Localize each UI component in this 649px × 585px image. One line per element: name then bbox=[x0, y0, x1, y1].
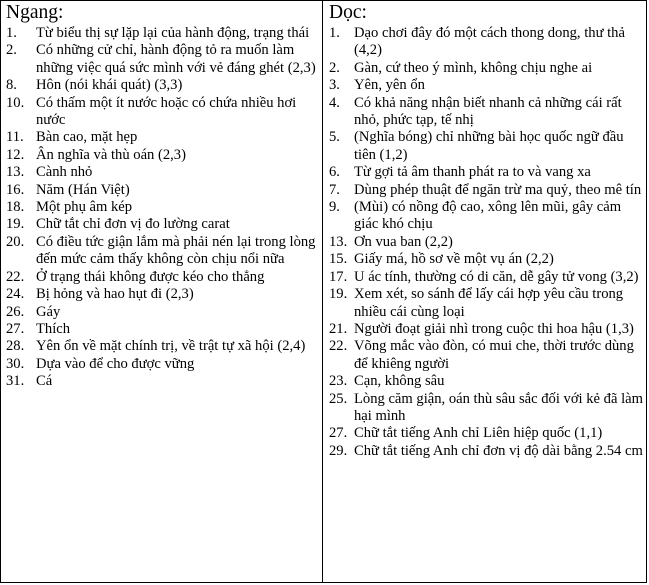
across-clue-number: 1. bbox=[6, 25, 17, 41]
down-clue-text: Ơn vua ban (2,2) bbox=[354, 233, 453, 250]
down-clue-item bbox=[329, 391, 645, 426]
down-clue-number: 5. bbox=[329, 129, 340, 146]
across-clue-number: 16. bbox=[6, 181, 25, 198]
down-clue-item bbox=[329, 182, 645, 199]
across-clue-number: 12. bbox=[6, 146, 25, 163]
across-clue-number: 30. bbox=[6, 355, 25, 372]
across-clue-item bbox=[6, 129, 318, 146]
down-heading: Dọc: bbox=[329, 2, 367, 23]
across-clue-text: Có thấm một ít nước hoặc có chứa nhiều hơi nước bbox=[36, 94, 297, 129]
across-clue-text: Ân nghĩa và thù oán (2,3) bbox=[36, 146, 186, 163]
down-clue-text: (Nghĩa bóng) chỉ những bài học quốc ngữ đầu tiên (1,2) bbox=[354, 129, 624, 163]
across-clue-number: 26. bbox=[6, 303, 25, 320]
down-clue-number: 6. bbox=[329, 164, 340, 181]
down-clue-number: 9. bbox=[329, 199, 340, 216]
across-clue-item bbox=[6, 234, 318, 269]
across-clue-item bbox=[6, 216, 318, 233]
across-clue-number: 2. bbox=[6, 42, 17, 59]
down-clue-number: 21. bbox=[329, 320, 348, 337]
down-clue-item bbox=[329, 338, 645, 373]
down-clue-text: (Mùi) có nồng độ cao, xông lên mũi, gây cảm giác khó chịu bbox=[354, 199, 622, 233]
across-clue-item bbox=[6, 164, 318, 181]
across-clue-item bbox=[6, 199, 318, 216]
down-clue-number: 25. bbox=[329, 390, 348, 407]
across-clue-item bbox=[6, 42, 318, 77]
across-clue-text: Gáy bbox=[36, 303, 61, 320]
down-clue-item bbox=[329, 251, 645, 268]
down-clue-number: 1. bbox=[329, 25, 340, 41]
down-clue-item bbox=[329, 443, 645, 460]
across-clue-list bbox=[6, 25, 318, 391]
down-clue-text: Cạn, không sâu bbox=[354, 373, 445, 390]
down-clue-item bbox=[329, 425, 645, 442]
down-clue-text: Xem xét, so sánh để lấy cái hợp yêu cầu trong nhiều cái cùng loại bbox=[354, 286, 624, 320]
down-clue-number: 15. bbox=[329, 251, 348, 268]
across-clue-item bbox=[6, 373, 318, 390]
across-clue-number: 31. bbox=[6, 373, 25, 390]
across-clue-number: 18. bbox=[6, 199, 25, 216]
down-clue-text: Gàn, cứ theo ý mình, không chịu nghe ai bbox=[354, 59, 593, 76]
across-clue-text: Bị hỏng và hao hụt đi (2,3) bbox=[36, 286, 194, 303]
across-clue-number: 11. bbox=[6, 129, 24, 146]
across-clue-text: Có những cử chỉ, hành động tỏ ra muốn làm những việc quá sức mình với vẻ đáng ghét (2,3) bbox=[36, 42, 316, 76]
down-clue-text: Võng mắc vào đòn, có mui che, thời trước dùng để khiêng người bbox=[354, 338, 634, 372]
down-clue-number: 19. bbox=[329, 286, 348, 303]
down-clue-item bbox=[329, 25, 645, 60]
across-clue-number: 27. bbox=[6, 320, 25, 337]
across-clue-text: Từ biểu thị sự lặp lại của hành động, trạng thái bbox=[36, 25, 310, 41]
across-clue-text: Có điều tức giận lắm mà phải nén lại trong lòng đến mức cảm thấy không còn chịu nổi nữa bbox=[36, 233, 316, 268]
down-clue-number: 23. bbox=[329, 373, 348, 390]
across-clue-item bbox=[6, 338, 318, 355]
down-clue-item bbox=[329, 60, 645, 77]
across-clue-text: Yên ổn về mặt chính trị, về trật tự xã hội (2,4) bbox=[36, 338, 306, 355]
down-clue-text: Lòng căm giận, oán thù sâu sắc đối với kẻ đã làm hại mình bbox=[354, 390, 643, 424]
column-divider bbox=[322, 0, 323, 583]
across-clue-text: Cành nhỏ bbox=[36, 164, 93, 181]
down-clue-number: 2. bbox=[329, 59, 340, 76]
down-clue-number: 13. bbox=[329, 233, 348, 250]
down-clue-number: 22. bbox=[329, 338, 348, 355]
down-clue-text: Người đoạt giải nhì trong cuộc thi hoa hậu (1,3) bbox=[354, 320, 634, 337]
across-clue-number: 22. bbox=[6, 268, 25, 285]
across-heading: Ngang: bbox=[6, 2, 64, 23]
down-clue-text: Chữ tắt tiếng Anh chỉ đơn vị độ dài bằng 2.54 cm bbox=[354, 442, 643, 459]
across-column bbox=[6, 2, 318, 391]
down-clue-text: Dạo chơi đây đó một cách thong dong, thư thả (4,2) bbox=[354, 25, 625, 59]
down-clue-text: Yên, yên ổn bbox=[354, 77, 425, 94]
down-clue-item bbox=[329, 286, 645, 321]
down-clue-item bbox=[329, 129, 645, 164]
down-clue-item bbox=[329, 234, 645, 251]
across-clue-item bbox=[6, 25, 318, 42]
across-clue-number: 24. bbox=[6, 286, 25, 303]
across-clue-text: Thích bbox=[36, 320, 71, 337]
down-clue-item bbox=[329, 321, 645, 338]
across-clue-text: Năm (Hán Việt) bbox=[36, 181, 130, 198]
across-clue-item bbox=[6, 321, 318, 338]
down-clue-text: Dùng phép thuật để ngăn trừ ma quỷ, theo mê tín bbox=[354, 181, 642, 198]
across-clue-text: Hôn (nói khái quát) (3,3) bbox=[36, 77, 183, 94]
down-clue-item bbox=[329, 199, 645, 234]
across-clue-item bbox=[6, 77, 318, 94]
down-clue-text: Giấy má, hồ sơ về một vụ án (2,2) bbox=[354, 251, 554, 268]
across-clue-item bbox=[6, 147, 318, 164]
down-clue-text: Có khả năng nhận biết nhanh cả những cái rất nhỏ, phức tạp, tế nhị bbox=[354, 94, 622, 129]
down-clue-number: 29. bbox=[329, 442, 348, 459]
across-clue-item bbox=[6, 269, 318, 286]
down-clue-item bbox=[329, 164, 645, 181]
down-clue-number: 4. bbox=[329, 94, 340, 111]
across-clue-text: Cá bbox=[36, 373, 53, 390]
down-clue-number: 3. bbox=[329, 77, 340, 94]
down-clue-item bbox=[329, 269, 645, 286]
across-clue-item bbox=[6, 304, 318, 321]
down-clue-item bbox=[329, 95, 645, 130]
across-clue-number: 10. bbox=[6, 94, 25, 111]
across-clue-number: 20. bbox=[6, 233, 25, 250]
down-clue-text: U ác tính, thường có di căn, dễ gây tử vong (3,2) bbox=[354, 268, 639, 285]
down-clue-number: 17. bbox=[329, 268, 348, 285]
across-clue-item bbox=[6, 356, 318, 373]
across-clue-text: Dựa vào để cho được vững bbox=[36, 355, 195, 372]
across-clue-text: Một phụ âm kép bbox=[36, 199, 133, 216]
down-clue-item bbox=[329, 373, 645, 390]
across-clue-item bbox=[6, 286, 318, 303]
down-column bbox=[329, 2, 645, 460]
across-clue-text: Chữ tắt chỉ đơn vị đo lường carat bbox=[36, 216, 230, 233]
across-clue-number: 28. bbox=[6, 338, 25, 355]
down-clue-number: 27. bbox=[329, 425, 348, 442]
down-clue-text: Từ gợi tả âm thanh phát ra to và vang xa bbox=[354, 164, 591, 181]
down-clue-text: Chữ tắt tiếng Anh chỉ Liên hiệp quốc (1,1) bbox=[354, 425, 603, 442]
across-clue-text: Ở trạng thái không được kéo cho thẳng bbox=[36, 268, 265, 285]
across-clue-number: 13. bbox=[6, 164, 25, 181]
down-clue-number: 7. bbox=[329, 181, 340, 198]
across-clue-number: 19. bbox=[6, 216, 25, 233]
down-clue-item bbox=[329, 77, 645, 94]
across-clue-item bbox=[6, 95, 318, 130]
down-clue-list bbox=[329, 25, 645, 460]
across-clue-number: 8. bbox=[6, 77, 17, 94]
across-clue-item bbox=[6, 182, 318, 199]
across-clue-text: Bàn cao, mặt hẹp bbox=[36, 129, 138, 146]
